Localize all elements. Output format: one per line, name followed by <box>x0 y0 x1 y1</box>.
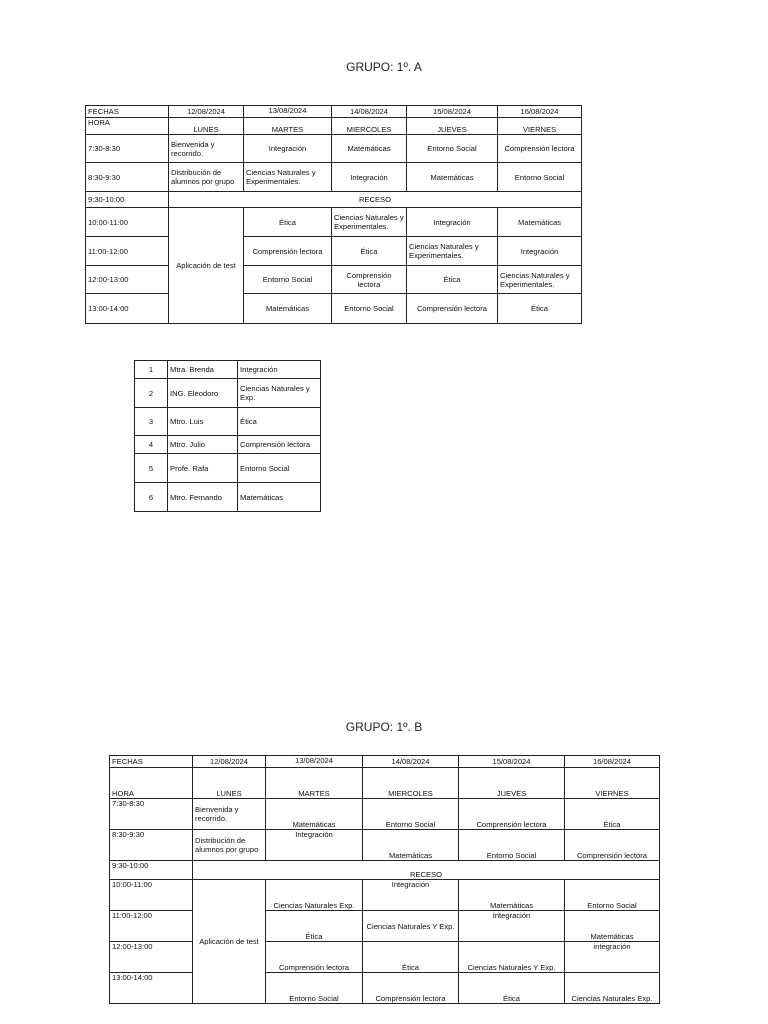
schedule-cell: Ética <box>363 942 459 973</box>
date-cell: 14/08/2024 <box>332 106 407 118</box>
hora-label: HORA <box>110 768 193 799</box>
schedule-cell: Bienvenida y recorrido. <box>169 135 244 163</box>
teacher-number: 6 <box>135 483 168 512</box>
schedule-cell: Matemáticas <box>459 880 565 911</box>
day-header: MIERCOLES <box>332 118 407 135</box>
schedule-cell: Entorno Social <box>407 135 498 163</box>
schedule-cell: Entorno Social <box>244 266 332 294</box>
time-cell: 8:30-9:30 <box>86 163 169 192</box>
day-header: VIERNES <box>498 118 582 135</box>
schedule-cell: Comprensión lectora <box>244 237 332 266</box>
teacher-subject: Matemáticas <box>238 483 321 512</box>
teacher-subject: Ética <box>238 408 321 436</box>
teacher-name: Mtro. Julio <box>168 436 238 454</box>
schedule-cell: Ciencias Naturales Exp. <box>565 973 660 1004</box>
receso-cell: RECESO <box>193 861 660 880</box>
teacher-number: 3 <box>135 408 168 436</box>
day-header: JUEVES <box>407 118 498 135</box>
schedule-cell: Comprensión lectora <box>266 942 363 973</box>
group-b-schedule-table <box>109 755 660 1004</box>
date-cell: 12/08/2024 <box>169 106 244 118</box>
group-b-title: GRUPO: 1º. B <box>345 720 423 734</box>
teacher-name: ING. Eleodoro <box>168 379 238 408</box>
schedule-cell: Ética <box>407 266 498 294</box>
schedule-cell: Ética <box>266 911 363 942</box>
fechas-label: FECHAS <box>86 106 169 118</box>
schedule-cell: Integración <box>244 135 332 163</box>
schedule-cell: Integración <box>498 237 582 266</box>
day-header: MARTES <box>244 118 332 135</box>
schedule-cell: Matemáticas <box>363 830 459 861</box>
schedule-cell: Ética <box>244 208 332 237</box>
schedule-cell: Entorno Social <box>266 973 363 1004</box>
schedule-cell: Integración <box>266 830 363 861</box>
schedule-cell: Ciencias Naturales y Experimentales. <box>244 163 332 192</box>
date-cell: 16/08/2024 <box>498 106 582 118</box>
time-cell: 13:00-14:00 <box>110 973 193 1004</box>
schedule-cell: Comprensión lectora <box>332 266 407 294</box>
schedule-cell: Ciencias Naturales y Experimentales. <box>498 266 582 294</box>
schedule-cell: Matemáticas <box>332 135 407 163</box>
schedule-cell: Ciencias Naturales y Experimentales. <box>332 208 407 237</box>
schedule-cell: Entorno Social <box>363 799 459 830</box>
schedule-cell: Comprensión lectora <box>565 830 660 861</box>
schedule-cell: Distribución de alumnos por grupo <box>193 830 266 861</box>
date-cell: 12/08/2024 <box>193 756 266 768</box>
schedule-cell: Integración <box>332 163 407 192</box>
date-cell: 15/08/2024 <box>407 106 498 118</box>
time-cell: 12:00-13:00 <box>86 266 169 294</box>
schedule-cell: Integración <box>459 911 565 942</box>
time-cell: 12:00-13:00 <box>110 942 193 973</box>
hora-label: HORA <box>86 118 169 135</box>
schedule-cell: Comprensión lectora <box>498 135 582 163</box>
date-cell: 15/08/2024 <box>459 756 565 768</box>
schedule-cell: Entorno Social <box>565 880 660 911</box>
schedule-cell: Comprensión lectora <box>459 799 565 830</box>
teacher-number: 5 <box>135 454 168 483</box>
time-cell: 7:30-8:30 <box>86 135 169 163</box>
teacher-name: Mtra. Brenda <box>168 361 238 379</box>
time-cell: 7:30-8:30 <box>110 799 193 830</box>
schedule-cell: Comprensión lectora <box>407 294 498 324</box>
teacher-subject: Comprensión lectora <box>238 436 321 454</box>
test-cell: Aplicación de test <box>169 208 244 324</box>
teachers-table <box>134 360 321 512</box>
time-cell: 13:00-14:00 <box>86 294 169 324</box>
test-cell: Aplicación de test <box>193 880 266 1004</box>
schedule-cell: Ciencias Naturales y Experimentales. <box>407 237 498 266</box>
teacher-name: Profe. Rafa <box>168 454 238 483</box>
time-cell: 9:30-10:00 <box>86 192 169 208</box>
day-header: MARTES <box>266 768 363 799</box>
time-cell: 11:00-12:00 <box>110 911 193 942</box>
schedule-cell: Entorno Social <box>332 294 407 324</box>
day-header: LUNES <box>169 118 244 135</box>
teacher-name: Mtro. Fernando <box>168 483 238 512</box>
teacher-name: Mtro. Luis <box>168 408 238 436</box>
schedule-cell: Integración <box>363 880 459 911</box>
receso-cell: RECESO <box>169 192 582 208</box>
schedule-cell: Comprensión lectora <box>363 973 459 1004</box>
group-a-title: GRUPO: 1º. A <box>346 60 422 74</box>
time-cell: 8:30-9:30 <box>110 830 193 861</box>
schedule-cell: Matemáticas <box>498 208 582 237</box>
fechas-label: FECHAS <box>110 756 193 768</box>
schedule-cell: Matemáticas <box>244 294 332 324</box>
schedule-cell: Ciencias Naturales Y Exp. <box>363 911 459 942</box>
time-cell: 10:00-11:00 <box>86 208 169 237</box>
day-header: VIERNES <box>565 768 660 799</box>
day-header: MIERCOLES <box>363 768 459 799</box>
time-cell: 10:00-11:00 <box>110 880 193 911</box>
group-a-schedule-table <box>85 105 582 324</box>
teacher-number: 4 <box>135 436 168 454</box>
schedule-cell: Ética <box>459 973 565 1004</box>
schedule-cell: Integración <box>407 208 498 237</box>
date-cell: 13/08/2024 <box>266 756 363 768</box>
schedule-cell: Ciencias Naturales Y Exp. <box>459 942 565 973</box>
time-cell: 11:00-12:00 <box>86 237 169 266</box>
time-cell: 9:30-10:00 <box>110 861 193 880</box>
schedule-cell: Ética <box>498 294 582 324</box>
schedule-cell: Entorno Social <box>498 163 582 192</box>
schedule-cell: integración <box>565 942 660 973</box>
schedule-cell: Matemáticas <box>266 799 363 830</box>
date-cell: 16/08/2024 <box>565 756 660 768</box>
schedule-cell: Matemáticas <box>407 163 498 192</box>
schedule-cell: Entorno Social <box>459 830 565 861</box>
schedule-cell: Distribución de alumnos por grupo <box>169 163 244 192</box>
teacher-number: 2 <box>135 379 168 408</box>
schedule-cell: Matemáticas <box>565 911 660 942</box>
teacher-number: 1 <box>135 361 168 379</box>
schedule-cell: Bienvenida y recorrido. <box>193 799 266 830</box>
date-cell: 14/08/2024 <box>363 756 459 768</box>
day-header: LUNES <box>193 768 266 799</box>
date-cell: 13/08/2024 <box>244 106 332 118</box>
schedule-cell: Ciencias Naturales Exp. <box>266 880 363 911</box>
teacher-subject: Ciencias Naturales y Exp. <box>238 379 321 408</box>
teacher-subject: Integración <box>238 361 321 379</box>
teacher-subject: Entorno Social <box>238 454 321 483</box>
schedule-cell: Ética <box>332 237 407 266</box>
day-header: JUEVES <box>459 768 565 799</box>
schedule-cell: Ética <box>565 799 660 830</box>
